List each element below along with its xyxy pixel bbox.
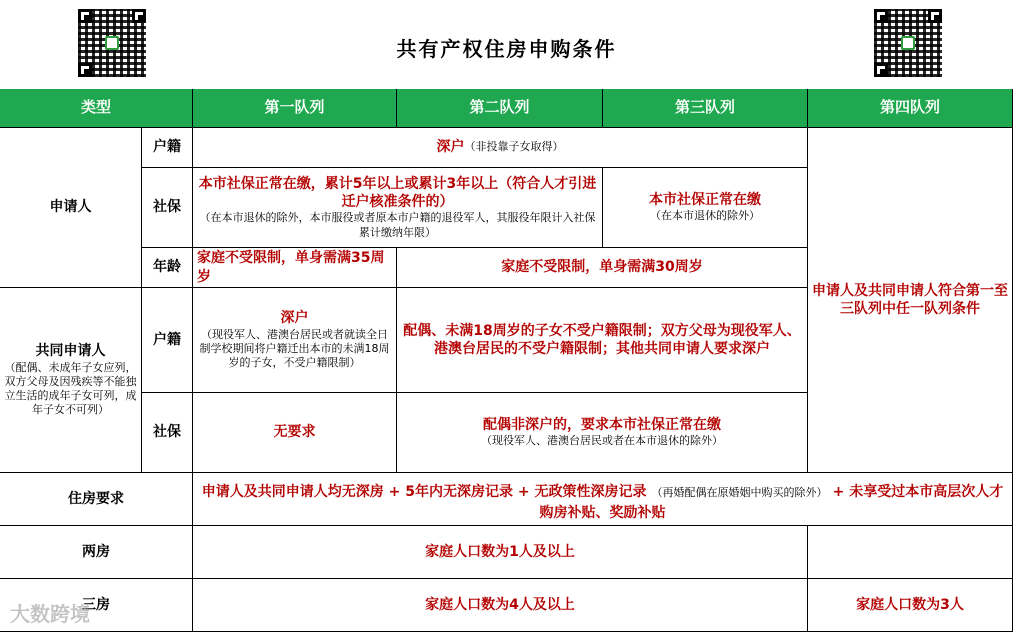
- housing-requirement: [193, 473, 1013, 526]
- co-applicant-hukou-q23: 配偶、未满18周岁的子女不受户籍限制；双方父母为现役军人、港澳台居民的不受户籍限制；其他共同申请人要求深户: [397, 288, 808, 393]
- housing-label: 住房要求: [0, 473, 193, 526]
- three-room-value: 家庭人口数为4人及以上: [193, 579, 808, 632]
- co-applicant-social-q1: 无要求: [193, 393, 397, 473]
- conditions-table: [0, 89, 1013, 632]
- header-queue-1: 第一队列: [193, 89, 397, 128]
- applicant-hukou-note: （非投靠子女取得）: [464, 140, 564, 154]
- co-applicant-hukou-q1-note: （现役军人、港澳台居民或者就读全日制学校期间将户籍迁出本市的未满18周岁的子女，不受户籍限制）: [199, 327, 390, 370]
- applicant-social-q3-note: （在本市退休的除外）: [650, 209, 760, 223]
- co-applicant-label-cell: [0, 288, 142, 473]
- two-room-value: 家庭人口数为1人及以上: [193, 526, 808, 579]
- co-applicant-hukou-q1: [193, 288, 397, 393]
- three-room-q4-value: 家庭人口数为3人: [808, 579, 1013, 632]
- applicant-age-q23: 家庭不受限制，单身需满30周岁: [397, 248, 808, 288]
- co-applicant-hukou-q1-main: 深户: [280, 310, 309, 327]
- applicant-hukou-label: 户籍: [142, 128, 193, 168]
- applicant-social-q3-main: 本市社保正常在缴: [649, 192, 761, 209]
- applicant-age-label: 年龄: [142, 248, 193, 288]
- applicant-label: 申请人: [0, 128, 142, 288]
- applicant-hukou-value: [193, 128, 808, 168]
- header-queue-4: 第四队列: [808, 89, 1013, 128]
- applicant-age-q1: 家庭不受限制，单身需满35周岁: [193, 248, 397, 288]
- two-room-label: 两房: [0, 526, 193, 579]
- co-applicant-note: （配偶、未成年子女应列，双方父母及因残疾等不能独立生活的成年子女可列，成年子女不可列）: [4, 360, 137, 417]
- header-type: 类型: [0, 89, 193, 128]
- co-applicant-social-q23-main: 配偶非深户的，要求本市社保正常在缴: [483, 417, 721, 434]
- qr-code-right: [874, 9, 942, 77]
- applicant-hukou-main: 深户: [436, 139, 465, 156]
- applicant-social-q12-note: （在本市退休的除外，本市服役或者原本市户籍的退役军人，其服役年限计入社保累计缴纳年限）: [199, 211, 596, 239]
- header-queue-2: 第二队列: [397, 89, 603, 128]
- co-applicant-social-q23: [397, 393, 808, 473]
- housing-text-a: 申请人及共同申请人均无深房 + 5年内无深房记录 + 无政策性深房记录: [201, 484, 647, 500]
- co-applicant-social-q23-note: （现役军人、港澳台居民或者在本市退休的除外）: [481, 434, 723, 448]
- housing-text-note: （再婚配偶在原婚姻中购买的除外）: [651, 486, 828, 499]
- co-applicant-hukou-label: 户籍: [142, 288, 193, 393]
- page-title: 共有产权住房申购条件: [396, 37, 617, 61]
- co-applicant-social-label: 社保: [142, 393, 193, 473]
- applicant-social-q3: [603, 168, 808, 248]
- title-row: [0, 0, 1013, 90]
- applicant-social-q12-main: 本市社保正常在缴，累计5年以上或累计3年以上（符合人才引进迁户核准条件的）: [198, 176, 597, 211]
- queue-4-condition: 申请人及共同申请人符合第一至三队列中任一队列条件: [808, 128, 1013, 473]
- co-applicant-label: 共同申请人: [35, 343, 106, 360]
- applicant-social-label: 社保: [142, 168, 193, 248]
- two-room-q4-empty: [808, 526, 1013, 579]
- applicant-social-q12: [193, 168, 603, 248]
- watermark: 大数跨境: [10, 602, 90, 626]
- three-room-label: 三房: [0, 579, 193, 632]
- housing-text-b: + 未享受过本市高层次人才购房补贴、奖励补贴: [539, 484, 1004, 521]
- header-queue-3: 第三队列: [603, 89, 808, 128]
